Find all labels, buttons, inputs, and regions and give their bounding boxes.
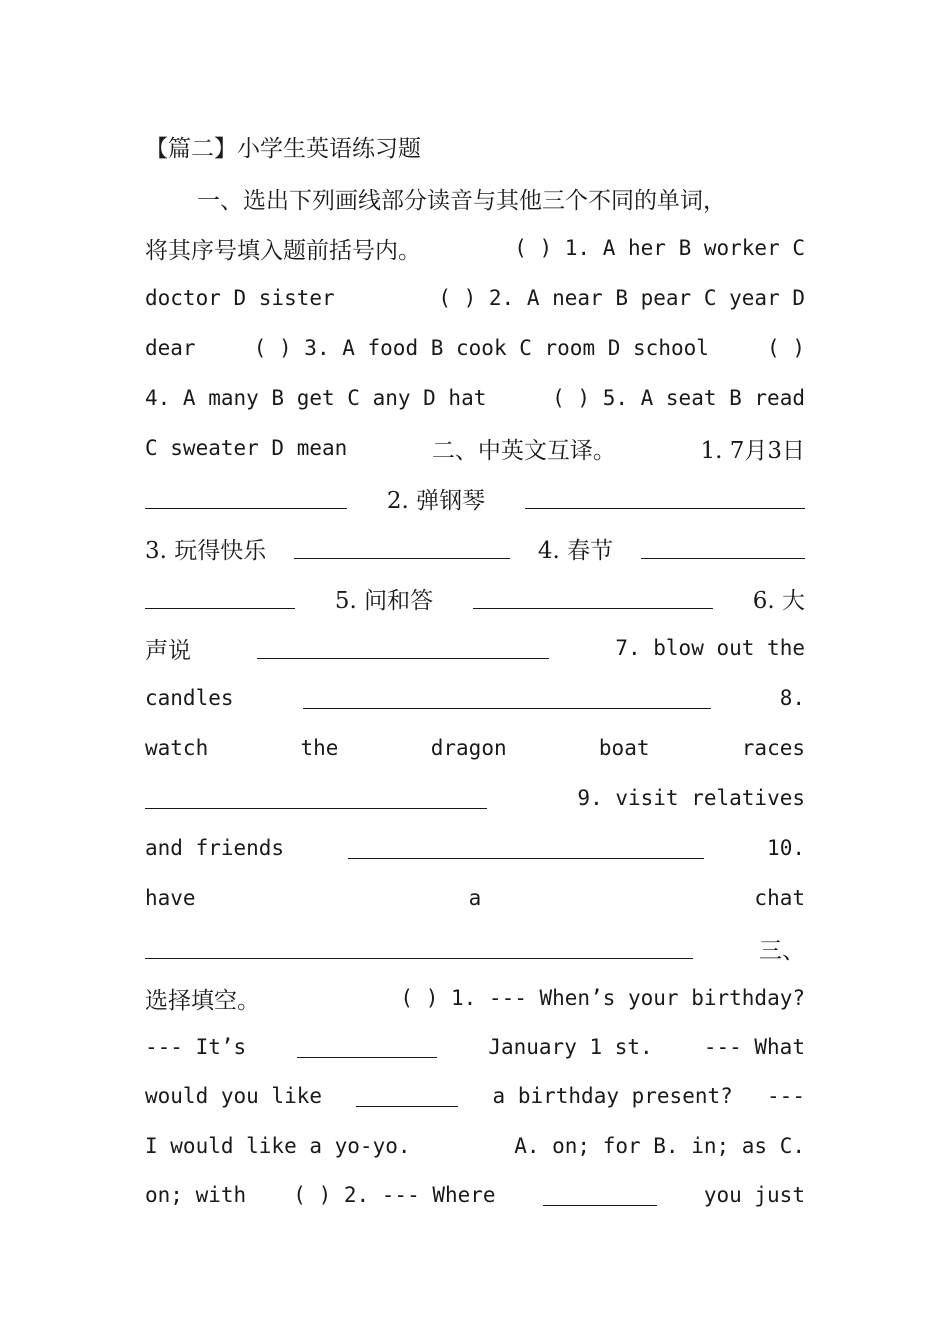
text-line — [145, 480, 805, 516]
text-line — [145, 430, 805, 466]
answer-blank[interactable] — [303, 708, 711, 709]
question-text: doctor D sister — [145, 286, 335, 310]
question-word: the — [300, 736, 339, 760]
question-text: 7. blow out the — [615, 636, 805, 660]
option-text: A. on; for B. in; as C. — [514, 1134, 805, 1158]
text-line — [145, 180, 805, 216]
question-text: --- It’s — [145, 1035, 247, 1059]
question-number: 10. — [767, 836, 805, 860]
section-heading: 【篇二】小学生英语练习题 — [145, 136, 421, 162]
question-word: races — [741, 736, 805, 760]
text-line — [145, 380, 805, 416]
answer-blank[interactable] — [641, 558, 805, 559]
text-line — [145, 1029, 805, 1065]
question-text: 4. A many B get C any D hat — [145, 386, 487, 410]
question-text: candles — [145, 686, 234, 710]
question-text: January 1 st. — [488, 1035, 653, 1059]
section-title: 选择填空。 — [145, 987, 260, 1014]
question-text: ( ) 2. A near B pear C year D — [438, 286, 805, 310]
question-text: --- — [767, 1084, 805, 1108]
question-text: ( ) 1. A her B worker C — [514, 236, 805, 260]
question-text: --- What — [703, 1035, 805, 1059]
question-word: chat — [754, 886, 805, 910]
text-line — [145, 580, 805, 616]
section-title: 二、中英文互译。 — [431, 437, 616, 464]
question-text: dear — [145, 336, 196, 360]
text-line — [145, 1078, 805, 1114]
question-text: 5. 问和答 — [334, 587, 434, 614]
text-line — [145, 330, 805, 366]
question-text: a birthday present? — [492, 1084, 733, 1108]
answer-bracket: ( ) — [767, 336, 805, 360]
question-text: 1. 7月3日 — [700, 437, 805, 464]
question-text: ( ) 5. A seat B read — [552, 386, 805, 410]
question-text: I would like a yo-yo. — [145, 1134, 411, 1158]
answer-blank[interactable] — [297, 1057, 437, 1058]
answer-blank[interactable] — [145, 608, 295, 609]
text-line — [145, 1128, 805, 1164]
section-title: 三、 — [759, 937, 805, 964]
question-text: 2. 弹钢琴 — [386, 487, 486, 514]
text-line — [145, 930, 805, 966]
question-text: 3. 玩得快乐 — [145, 537, 267, 564]
answer-blank[interactable] — [145, 508, 347, 509]
question-text: ( ) 1. --- When’s your birthday? — [400, 986, 805, 1010]
answer-blank[interactable] — [525, 508, 805, 509]
answer-blank[interactable] — [543, 1205, 657, 1206]
answer-blank[interactable] — [257, 658, 549, 659]
text-line — [145, 880, 805, 916]
answer-blank[interactable] — [473, 608, 713, 609]
question-text: 一、选出下列画线部分读音与其他三个不同的单词， — [197, 187, 726, 214]
text-line — [145, 530, 805, 566]
answer-blank[interactable] — [294, 558, 510, 559]
option-text: on; with — [145, 1183, 247, 1207]
question-text: 6. 大 — [752, 587, 805, 614]
text-line — [145, 680, 805, 716]
text-line — [145, 630, 805, 666]
question-text: would you like — [145, 1084, 323, 1108]
question-number: 8. — [779, 686, 805, 710]
text-line — [145, 280, 805, 316]
answer-blank[interactable] — [145, 808, 487, 809]
text-line — [145, 980, 805, 1016]
question-text: and friends — [145, 836, 285, 860]
text-line — [145, 730, 805, 766]
question-text: 9. visit relatives — [577, 786, 805, 810]
answer-blank[interactable] — [145, 958, 693, 959]
question-word: a — [468, 886, 482, 910]
text-line — [145, 230, 805, 266]
question-text: C sweater D mean — [145, 436, 348, 460]
question-word: dragon — [430, 736, 507, 760]
question-text: you just — [703, 1183, 805, 1207]
text-line — [145, 1177, 805, 1213]
question-text: ( ) 2. --- Where — [293, 1183, 496, 1207]
question-word: watch — [145, 736, 209, 760]
answer-blank[interactable] — [356, 1106, 458, 1107]
text-line — [145, 830, 805, 866]
question-text: 声说 — [145, 637, 191, 664]
answer-blank[interactable] — [348, 858, 704, 859]
instruction-text: 将其序号填入题前括号内。 — [145, 237, 421, 264]
question-word: have — [145, 886, 196, 910]
question-text: ( ) 3. A food B cook C room D school — [253, 336, 709, 360]
question-text: 4. 春节 — [537, 537, 614, 564]
question-word: boat — [598, 736, 650, 760]
text-line — [145, 780, 805, 816]
